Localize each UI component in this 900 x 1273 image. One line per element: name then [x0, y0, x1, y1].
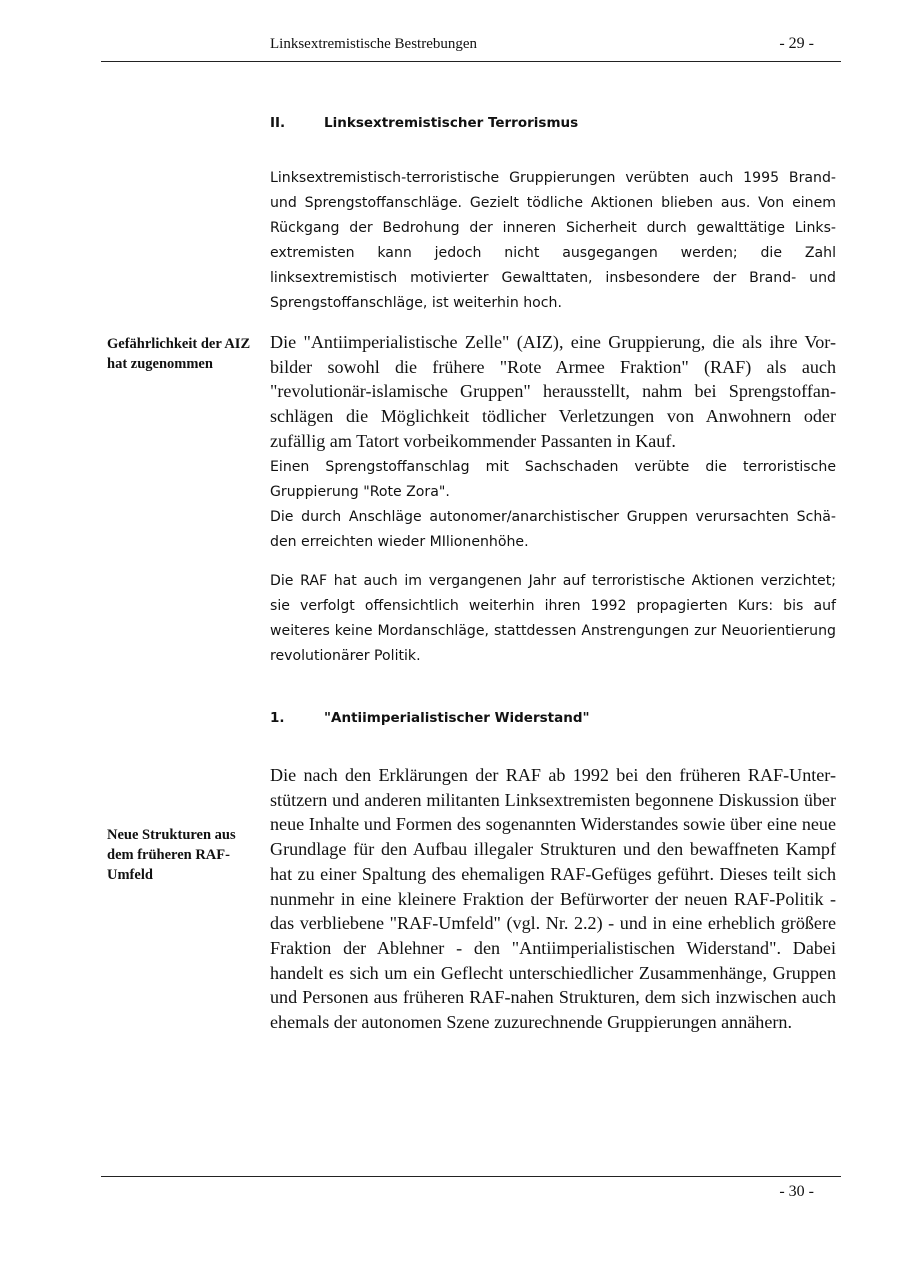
schaeden-paragraph: Die durch Anschläge autonomer/anarchistischer Gruppen verursachten Schä- den erreichten wieder MIlionenhöhe. — [270, 509, 836, 550]
subsection-title: "Antiimperialistischer Widerstand" — [324, 710, 590, 726]
footer-page-number: - 30 - — [779, 1183, 814, 1200]
aiz-paragraph: Die "Antiimperialistische Zelle" (AIZ), eine Gruppierung, die als ihre Vor- bilder sowohl die frühere "Rote Armee Fraktion" (RAF) als auch "revolutionär-islamische Gruppen" herausstellt, nahm bei Sprengstoffan- schlägen die Möglichkeit tödlicher Verletzungen von Anwohnern oder zufällig am Tatort vorbeikommender Passanten in Kauf. — [270, 332, 836, 451]
margin-note-strukturen: Neue Strukturen aus dem früheren RAF-Umfeld — [107, 827, 236, 883]
intro-paragraph: Linksextremistisch-terroristische Gruppierungen verübten auch 1995 Brand- und Sprengstoffanschläge. Gezielt tödliche Aktionen blieben aus. Von einem Rückgang der Bedrohung der inneren Sicherheit durch gewalttätige Links- extremisten kann jedoch nicht ausgegangen werden; die Zahl linksextremistisch motivierter Gewalttaten, insbesondere der Brand- und Sprengstoffanschläge, ist weiterhin hoch. — [270, 170, 836, 311]
subsection-number: 1. — [270, 710, 285, 726]
widerstand-paragraph: Die nach den Erklärungen der RAF ab 1992 bei den früheren RAF-Unter- stützern und anderen militanten Linksextremisten begonnene Diskussion über neue Inhalte und Formen des sogenannten Widerstandes sowie über eine neue Grundlage für den Aufbau illegaler Strukturen und den bewaffneten Kampf hat zu einer Spaltung des ehemaligen RAF-Gefüges geführt. Dieses teilt sich nunmehr in eine kleinere Fraktion der Befürworter der neuen RAF-Politik - das verbliebene "RAF-Umfeld" (vgl. Nr. 2.2) - und in eine erheblich größere Fraktion der Ablehner - den "Antiimperialistischen Widerstand". Dabei handelt es sich um ein Geflecht unterschiedlicher Zusammenhänge, Gruppen und Personen aus früheren RAF-nahen Strukturen, dem sich inzwischen auch ehemals der autonomen Szene zuzurechnende Gruppierungen annähern. — [270, 765, 836, 1033]
margin-note-aiz: Gefährlichkeit der AIZ hat zugenommen — [107, 336, 251, 372]
header-title: Linksextremistische Bestrebungen — [270, 36, 478, 52]
section-title: Linksextremistischer Terrorismus — [324, 115, 579, 131]
footer-rule — [101, 1176, 841, 1177]
header-rule — [101, 61, 841, 62]
section-number: II. — [270, 115, 286, 131]
rote-zora-paragraph: Einen Sprengstoffanschlag mit Sachschaden verübte die terroristische Gruppierung "Rote Zora". — [270, 459, 836, 500]
raf-paragraph: Die RAF hat auch im vergangenen Jahr auf terroristische Aktionen verzichtet; sie verfolgt offensichtlich weiterhin ihren 1992 propagierten Kurs: bis auf weiteres keine Mordanschläge, stattdessen Anstrengungen zur Neuorientierung revolutionärer Politik. — [270, 573, 836, 664]
header-page-number: - 29 - — [779, 35, 814, 52]
